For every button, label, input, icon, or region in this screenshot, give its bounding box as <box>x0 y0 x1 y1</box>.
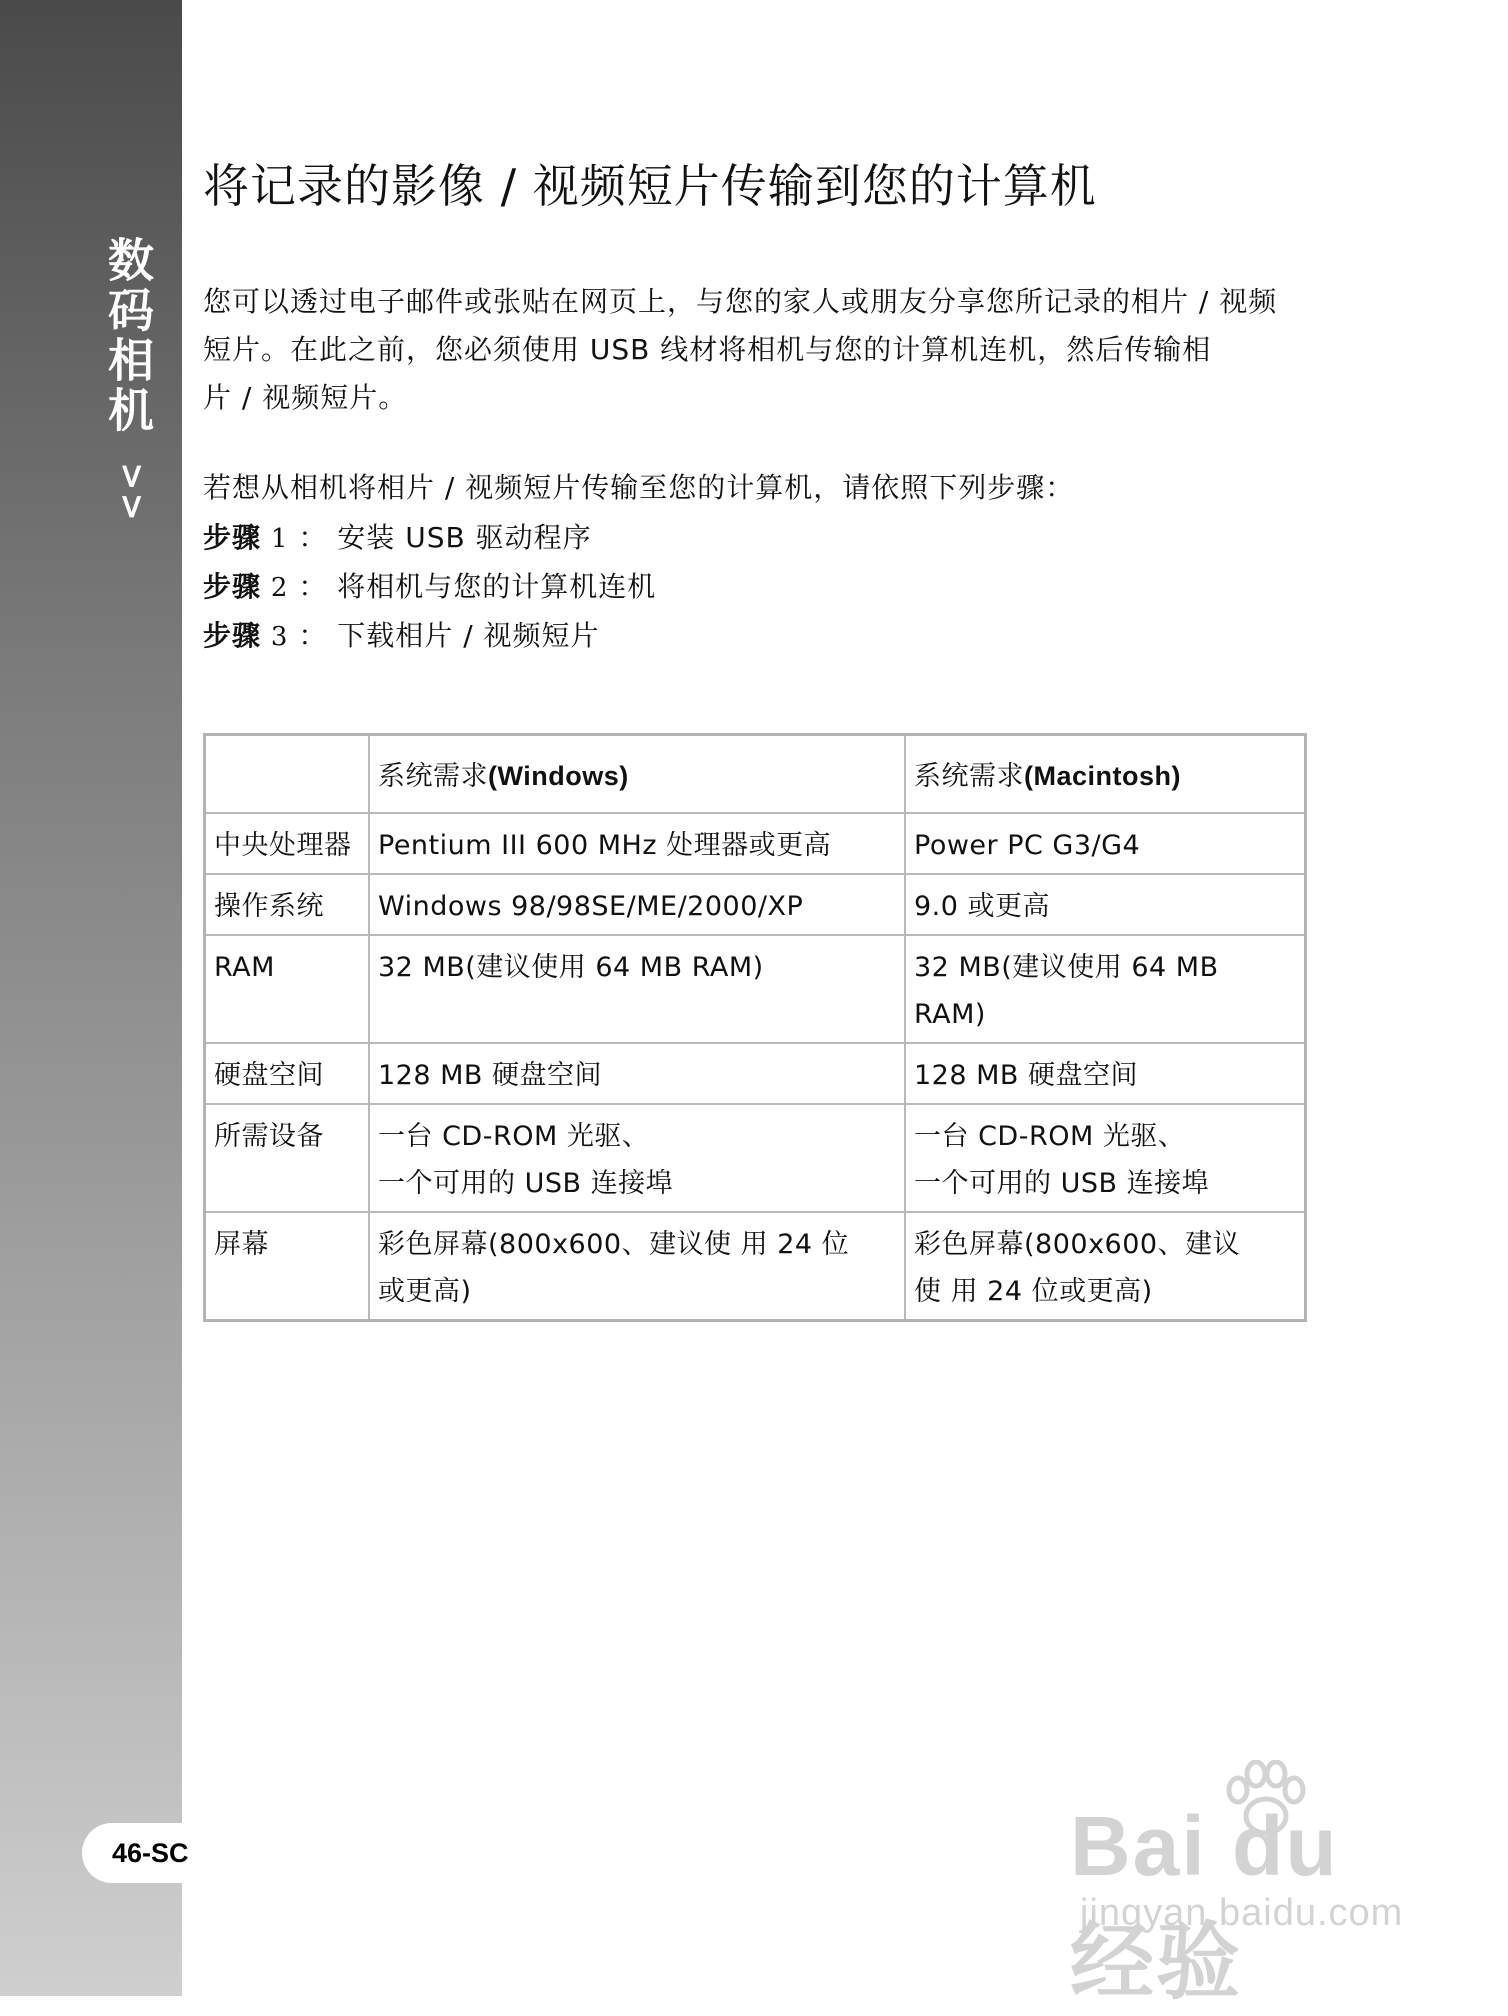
step-item <box>203 612 656 661</box>
row-label: 屏幕 <box>205 1212 370 1321</box>
mac-value: Power PC G3/G4 <box>905 813 1306 874</box>
mac-value: 9.0 或更高 <box>905 874 1306 935</box>
sidebar <box>0 0 182 1996</box>
watermark-logo-text: Bai du 经验 <box>1070 1799 1339 2009</box>
mac-value: 32 MB(建议使用 64 MB RAM) <box>905 935 1306 1043</box>
windows-value: 一台 CD-ROM 光驱、 一个可用的 USB 连接埠 <box>369 1104 905 1212</box>
table-header-row <box>205 735 1306 814</box>
row-label: 所需设备 <box>205 1104 370 1212</box>
header-windows: 系统需求(Windows) <box>369 735 905 814</box>
table-row <box>205 1212 1306 1321</box>
table-row <box>205 1104 1306 1212</box>
system-requirements-table <box>203 733 1307 1322</box>
page-title: 将记录的影像 / 视频短片传输到您的计算机 <box>203 159 1097 213</box>
step-word: 步骤 <box>203 619 262 652</box>
step-separator: ： <box>298 521 328 554</box>
step-separator: ： <box>298 619 328 652</box>
step-number: 2 <box>270 573 289 603</box>
sidebar-title: 数码相机 <box>101 236 155 436</box>
page-number: 46-SC <box>82 1823 194 1883</box>
windows-value: Pentium III 600 MHz 处理器或更高 <box>369 813 905 874</box>
windows-value: 32 MB(建议使用 64 MB RAM) <box>369 935 905 1043</box>
mac-value: 彩色屏幕(800x600、建议 使 用 24 位或更高) <box>905 1212 1306 1321</box>
table-row <box>205 874 1306 935</box>
step-number: 1 <box>270 524 289 554</box>
row-label: 硬盘空间 <box>205 1043 370 1104</box>
steps-lead: 若想从相机将相片 / 视频短片传输至您的计算机，请依照下列步骤： <box>203 471 1075 504</box>
table-row <box>205 1043 1306 1104</box>
step-item <box>203 563 656 612</box>
step-text: 安装 USB 驱动程序 <box>337 521 592 554</box>
step-number: 3 <box>270 622 289 652</box>
windows-value: 彩色屏幕(800x600、建议使 用 24 位 或更高) <box>369 1212 905 1321</box>
step-text: 下载相片 / 视频短片 <box>337 619 600 652</box>
sidebar-arrows: >> <box>112 462 152 523</box>
intro-paragraph <box>203 278 1313 422</box>
step-item <box>203 514 656 563</box>
watermark-url: jingyan.baidu.com <box>1080 1892 1404 1934</box>
header-empty-cell <box>205 735 370 814</box>
steps-list <box>203 514 656 661</box>
header-macintosh: 系统需求(Macintosh) <box>905 735 1306 814</box>
intro-line: 您可以透过电子邮件或张贴在网页上，与您的家人或朋友分享您所记录的相片 / 视频 <box>203 285 1278 318</box>
row-label: 中央处理器 <box>205 813 370 874</box>
table-row <box>205 935 1306 1043</box>
step-word: 步骤 <box>203 570 262 603</box>
mac-value: 128 MB 硬盘空间 <box>905 1043 1306 1104</box>
step-separator: ： <box>298 570 328 603</box>
step-text: 将相机与您的计算机连机 <box>337 570 657 603</box>
mac-value: 一台 CD-ROM 光驱、 一个可用的 USB 连接埠 <box>905 1104 1306 1212</box>
windows-value: 128 MB 硬盘空间 <box>369 1043 905 1104</box>
row-label: 操作系统 <box>205 874 370 935</box>
table-row <box>205 813 1306 874</box>
row-label: RAM <box>205 935 370 1043</box>
step-word: 步骤 <box>203 521 262 554</box>
intro-line: 片 / 视频短片。 <box>203 381 408 414</box>
intro-line: 短片。在此之前，您必须使用 USB 线材将相机与您的计算机连机，然后传输相 <box>203 333 1212 366</box>
baidu-watermark <box>1070 1760 1430 2009</box>
windows-value: Windows 98/98SE/ME/2000/XP <box>369 874 905 935</box>
